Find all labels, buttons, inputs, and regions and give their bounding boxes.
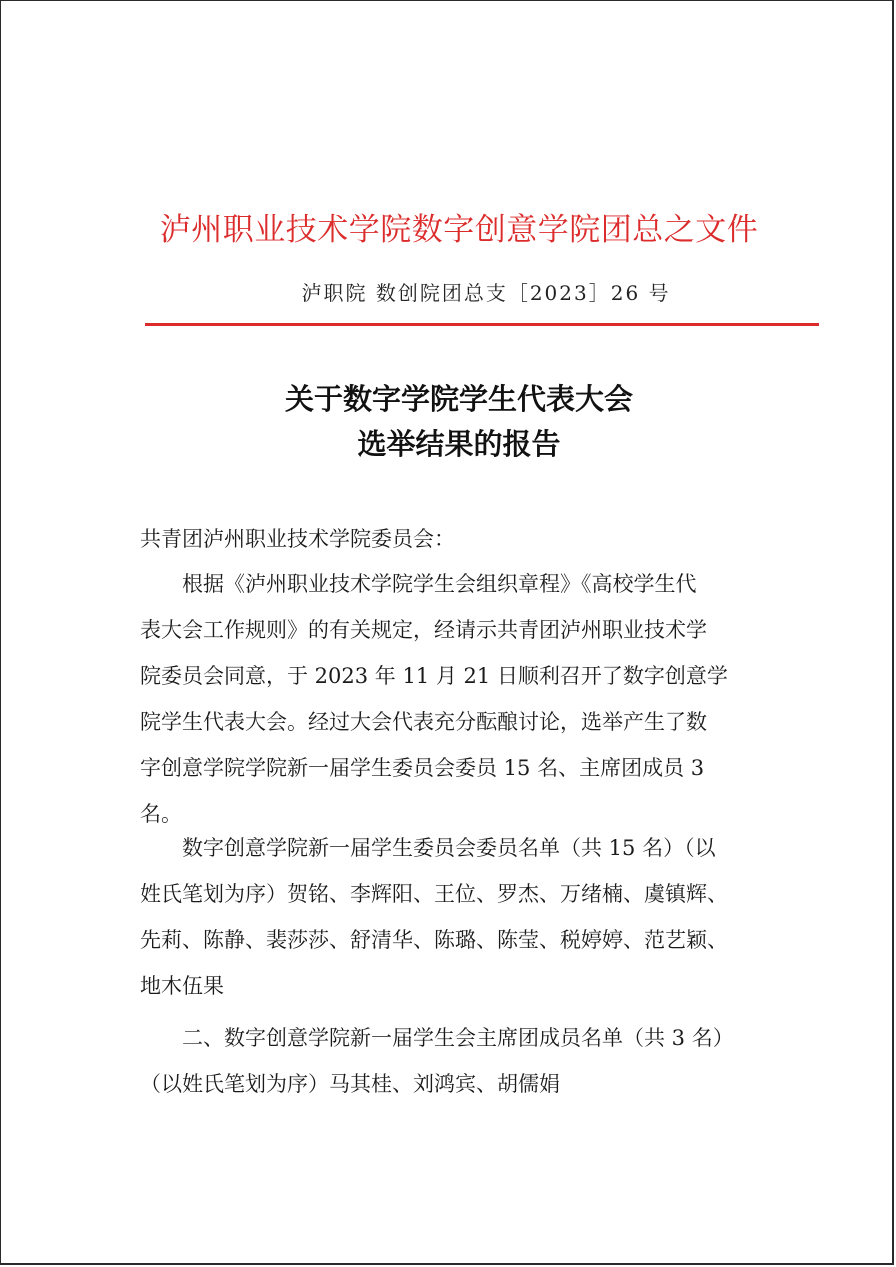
org-header-title: 泸州职业技术学院数字创意学院团总之文件 [159, 212, 759, 248]
paragraph-line: 表大会工作规则》的有关规定，经请示共青团泸州职业技术学 [140, 618, 707, 642]
paragraph-1 [140, 561, 780, 837]
document-number: 泸职院 数创院团总支［2023］26 号 [301, 281, 671, 305]
salutation: 共青团泸州职业技术学院委员会： [140, 527, 455, 551]
paragraph-3 [140, 1015, 780, 1107]
paragraph-line: 院学生代表大会。经过大会代表充分酝酿讨论，选举产生了数 [140, 710, 707, 734]
paragraph-line: 字创意学院学院新一届学生委员会委员 15 名、主席团成员 3 [140, 756, 705, 780]
red-divider-line [145, 323, 819, 326]
paragraph-line: 名。 [140, 802, 182, 826]
paragraph-2 [140, 825, 780, 1009]
paragraph-line: 数字创意学院新一届学生委员会委员名单（共 15 名）（以 [140, 836, 716, 860]
paragraph-line: 根据《泸州职业技术学院学生会组织章程》《高校学生代 [140, 572, 697, 596]
paragraph-line: 二、数字创意学院新一届学生会主席团成员名单（共 3 名） [140, 1026, 734, 1050]
paragraph-line: （以姓氏笔划为序）马其桂、刘鸿宾、胡儒娟 [140, 1072, 560, 1096]
paragraph-line: 地木伍果 [140, 974, 224, 998]
report-title-line2: 选举结果的报告 [357, 427, 561, 461]
report-title-line1: 关于数字学院学生代表大会 [284, 382, 633, 416]
paragraph-line: 院委员会同意，于 2023 年 11 月 21 日顺利召开了数字创意学 [140, 664, 728, 688]
paragraph-line: 先莉、陈静、裴莎莎、舒清华、陈璐、陈莹、税婷婷、范艺颖、 [140, 928, 728, 952]
paragraph-line: 姓氏笔划为序）贺铭、李辉阳、王位、罗杰、万绪楠、虞镇辉、 [140, 882, 728, 906]
